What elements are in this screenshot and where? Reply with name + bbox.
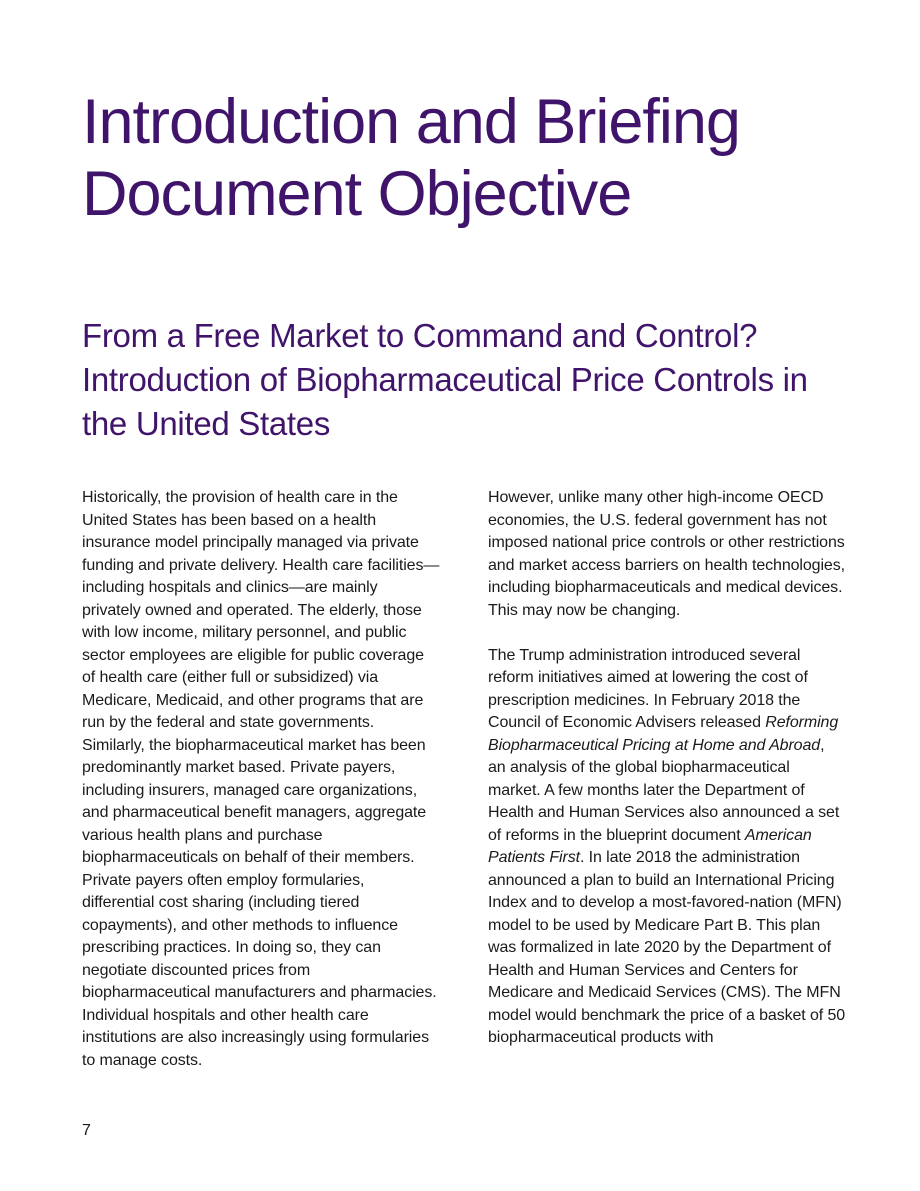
- page-title: Introduction and Briefing Document Objective: [82, 87, 740, 229]
- right-paragraph-2-text-3: . In late 2018 the administration announced a plan to build an International Pricing Index and to develop a most-favored-nation (MFN) model to be used by Medicare Part B. This plan was formalized in late 2020 by the Department of Health and Human Services and Centers for Medicare and Medicaid Services (CMS). The MFN model would benchmark the price of a basket of 50 biopharmaceutical products with: [488, 849, 846, 1046]
- right-paragraph-2: [488, 645, 846, 1050]
- right-paragraph-2-text-2: , an analysis of the global biopharmaceutical market. A few months later the Department of Health and Human Services also announced a set of reforms in the blueprint document: [488, 736, 840, 844]
- right-column: [488, 487, 846, 1050]
- right-paragraph-2-text-1: The Trump administration introduced several reform initiatives aimed at lowering the cost of prescription medicines. In February 2018 the Council of Economic Advisers released: [488, 646, 808, 731]
- left-column: [82, 487, 440, 1072]
- page-number: 7: [82, 1122, 91, 1139]
- left-paragraph-1: Historically, the provision of health care in the United States has been based on a health insurance model principally managed via private funding and private delivery. Health care facilities—including hospitals and clinics—are mainly privately owned and operated. The elderly, those with low income, military personnel, and public sector employees are eligible for public coverage of health care (either full or subsidized) via Medicare, Medicaid, and other programs that are run by the federal and state governments. Similarly, the biopharmaceutical market has been predominantly market based. Private payers, including insurers, managed care organizations, and pharmaceutical benefit managers, aggregate various health plans and purchase biopharmaceuticals on behalf of their members. Private payers often employ formularies, differential cost sharing (including tiered copayments), and other methods to influence prescribing practices. In doing so, they can negotiate discounted prices from biopharmaceutical manufacturers and pharmacies. Individual hospitals and other health care institutions are also increasingly using formularies to manage costs.: [82, 489, 440, 1069]
- section-subtitle: From a Free Market to Command and Control? Introduction of Biopharmaceutical Price Controls in the United States: [82, 317, 808, 442]
- report-title-italic: Reforming Biopharmaceutical Pricing at Home and Abroad: [488, 714, 839, 754]
- blueprint-title-italic: American Patients First: [488, 826, 812, 866]
- right-paragraph-1: However, unlike many other high-income OECD economies, the U.S. federal government has not imposed national price controls or other restrictions and market access barriers on health technologies, including biopharmaceuticals and medical devices. This may now be changing.: [488, 489, 845, 619]
